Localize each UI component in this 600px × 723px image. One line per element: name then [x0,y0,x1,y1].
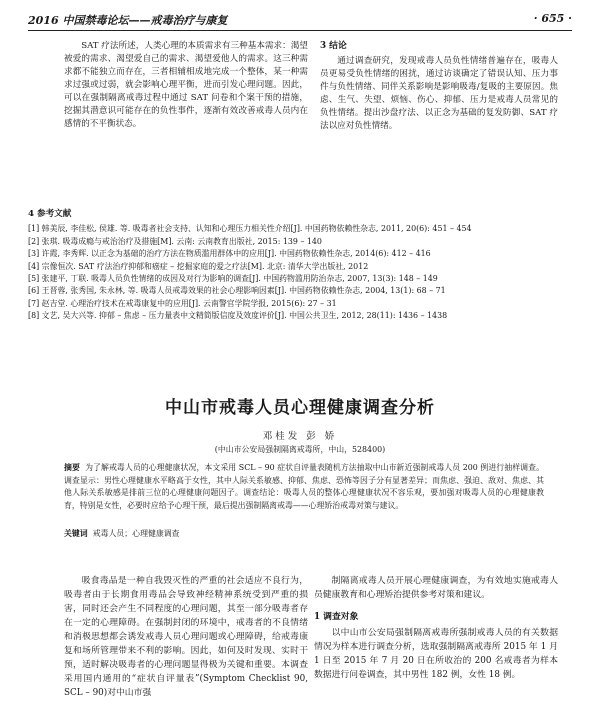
sat-paragraph: SAT 疗法所述，人类心理的本质需求有三种基本需求：渴望被爱的需求、渴望爱自己的需求、渴望爱他人的需求。这三种需求都不能独立而存在，三者相辅相成地完成一个整体，某一种需求过强或过弱，就会影响心理平衡，进而引发心理问题。因此，可以在强制隔离戒毒过程中通过 SAT 问卷和个案干预的措施，挖掘其潜意识可能存在的负性事件，逐渐有效改善戒毒人员内在感情的不平衡状态。 [64,41,308,129]
article-affiliation: (中山市公安局强制隔离戒毒所，中山，528400) [214,445,386,454]
keywords [64,528,544,539]
abstract [64,462,544,512]
keywords-label: 关键词 [64,529,88,538]
subjects-heading: 1 调查对象 [314,612,359,622]
intro-paragraph: 吸食毒品是一种自我毁灭性的严重的社会适应不良行为，吸毒者由于长期食用毒品会导致神经精神系统受到严重的损害，同时还会产生不同程度的心理问题，其至一部分吸毒者存在一定的心理障碍。在强制封闭的环境中，戒毒者的不良情绪和消极思想都会诱发戒毒人员心理问题或心理障碍，给戒毒康复和场所管理带来不利的影响。因此，如何及时发现、实时干预，适时解决吸毒者的心理问题显得极为关键和重要。本调查采用国内通用的“症状自评量表”(Symptom Checklist 90, SCL – 90)对中山市强 [64,576,308,698]
abstract-text: 为了解戒毒人员的心理健康状况，本文采用 SCL – 90 症状自评量表随机方法抽取中山市新近强制戒毒人员 200 例进行抽样调查。调查显示：男性心理健康水平略高于女性，其中人际关系敏感、抑郁、焦虑、恐怖等因子分有显著差异；而焦虑、强迫、敌对、焦虑、其他人际关系敏感是排前三位的心理健康问题因子。调查结论：吸毒人员的整体心理健康状况不容乐观，要加强对吸毒人员的心理健康教育，特别是女性，必要时应给予心理干预，最后提出强制隔离戒毒——心理矫治戒毒对策与建议。 [64,463,544,510]
article-title: 中山市戒毒人员心理健康调查分析 [165,398,435,418]
intro-continued-paragraph: 制隔离戒毒人员开展心理健康调查，为有效地实施戒毒人员健康教育和心理矫治提供参考对策和建议。 [314,576,558,600]
page-number: · 655 · [533,12,572,25]
article-authors: 邓桂发 彭 娇 [262,431,338,442]
references-heading: 4 参考文献 [28,209,72,219]
top-left-column [64,40,308,131]
reference-item: [5] 张建平, 丁联. 吸毒人员负性情绪的成因及对行为影响的调查[J]. 中国药物滥用防治杂志, 2007, 13(3): 148 – 149 [28,274,438,284]
references-section [28,208,572,323]
reference-item: [1] 韩美辰, 李佳松, 侯雄. 等. 吸毒者社会支持、认知和心理压力相关性介绍[J]. 中国药物依赖性杂志, 2011, 20(6): 451 – 454 [28,224,472,234]
reference-item: [8] 文艺, 吴大兴等. 抑郁 – 焦虑 – 压力量表中文精简版信度及效度评价[J]. 中国公共卫生, 2012, 28(11): 1436 – 1438 [28,311,448,321]
reference-item: [4] 宗像恒次. SAT 疗法治疗抑郁和癌症 – 挖掘家庭的爱之疗法[M]. 北京: 清华大学出版社, 2012 [28,261,369,271]
reference-item: [6] 王晋蓉, 张秀国, 朱永林, 等. 吸毒人员戒毒效果的社会心理影响因素[J]. 中国药物依赖性杂志, 2004, 13(1): 68 – 71 [28,286,446,296]
conclusion-paragraph: 通过调查研究，发现戒毒人员负性情绪普遍存在，吸毒人员更易受负性情绪的困扰，通过访谈确定了错误认知、压力事件与负性情绪、同伴关系影响是影响吸毒/复吸的主要原因。焦虑、生气、失望、烦恼、伤心、抑郁、压力是戒毒人员常见的负性情绪。提出沙盘疗法、以正念为基础的复发防御、SAT 疗法以应对负性情绪。 [320,56,558,131]
reference-item: [7] 赵吉堂. 心理治疗技术在戒毒康复中的应用[J]. 云南警官学院学报, 2015(6): 27 – 31 [28,298,337,308]
abstract-label: 摘要 [64,463,80,472]
running-header [28,8,572,31]
keywords-text: 戒毒人员；心理健康调查 [92,529,180,538]
subjects-paragraph: 以中山市公安局强制隔离戒毒所强制戒毒人员的有关数据情况为样本进行调查分析，选取强制隔离戒毒所 2015 年 1 月 1 日至 2015 年 7 月 20 日在所收治的 200 名戒毒者为样本数据进行问卷调查，其中男性 182 例，女性 18 例。 [314,628,558,680]
reference-item: [3] 许霞, 李秀辉. 以正念为基础的治疗方法在物质滥用群体中的应用[J]. 中国药物依赖性杂志, 2014(6): 412 – 416 [28,249,431,259]
intro-left-column [64,574,308,700]
intro-right-column [314,574,558,682]
conclusion-heading: 3 结论 [320,41,347,51]
conclusion-section [320,40,558,133]
journal-title: 2016 中国禁毒论坛——戒毒治疗与康复 [28,14,228,27]
reference-item: [2] 张琪. 吸毒成瘾与戒治治疗及措施[M]. 云南: 云南教育出版社, 2015: 139 – 140 [28,236,322,246]
